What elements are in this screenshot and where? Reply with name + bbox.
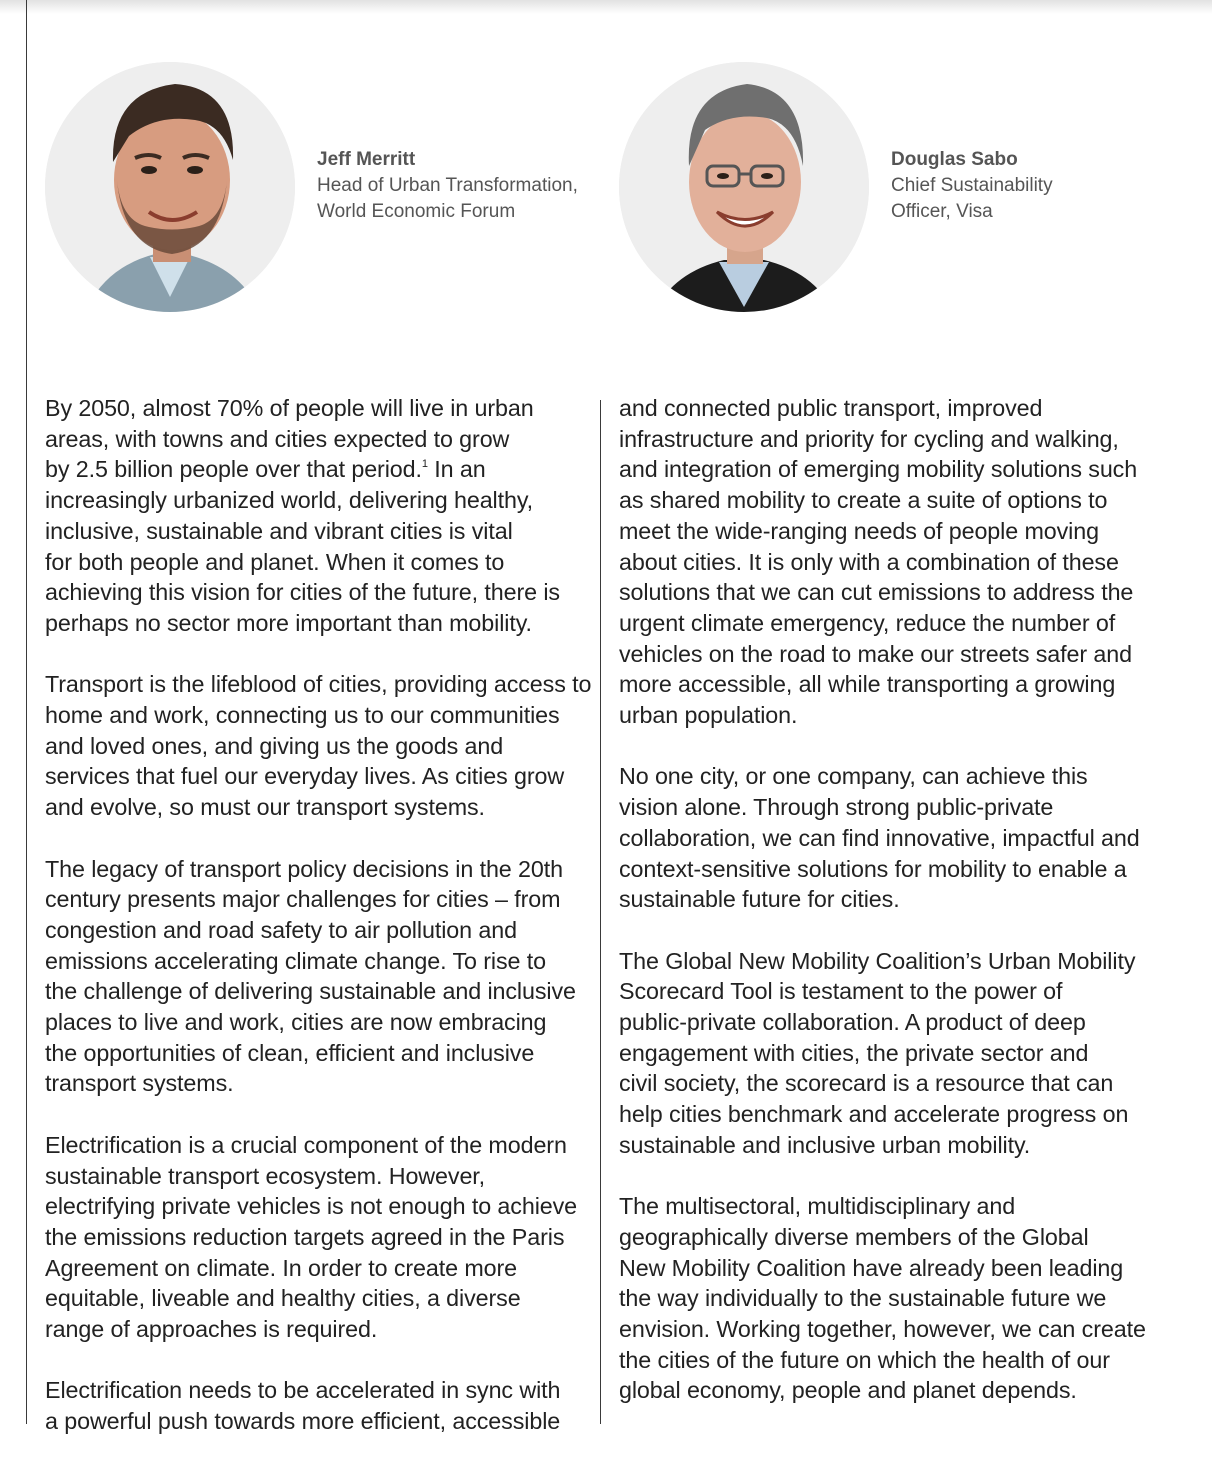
paragraph [619,1191,1164,1406]
text-line: transport systems. [45,1070,234,1097]
text-line: infrastructure and priority for cycling and walking, [619,425,1119,452]
text-line: electrifying private vehicles is not enough to achieve [45,1193,578,1220]
column-divider [600,400,601,1424]
text-line: and loved ones, and giving us the goods and [45,732,504,759]
text-line: services that fuel our everyday lives. As cities grow [45,763,565,790]
author-meta-douglas-sabo [891,147,1053,225]
text-line: help cities benchmark and accelerate progress on [619,1101,1129,1128]
portrait-illustration [45,62,295,312]
text-line [45,454,590,485]
author-photo-douglas-sabo [619,62,869,312]
text-line: Scorecard Tool is testament to the power of [619,978,1063,1005]
paragraph [619,946,1164,1161]
text-line: and connected public transport, improved [619,395,1043,421]
text-line: perhaps no sector more important than mobility. [45,609,532,636]
text-line: civil society, the scorecard is a resource that can [619,1070,1114,1097]
text-line: achieving this vision for cities of the future, there is [45,579,560,606]
text-line: the cities of the future on which the health of our [619,1346,1110,1373]
text-line: range of approaches is required. [45,1316,378,1343]
author-title-line: Head of Urban Transformation, [317,175,578,196]
footnote-ref: 1 [421,458,428,471]
body-column-right [619,393,1164,1437]
paragraph [619,393,1164,731]
text-line: increasingly urbanized world, delivering healthy, [45,487,534,514]
text-line: Electrification needs to be accelerated in sync with [45,1377,561,1404]
text-line: No one city, or one company, can achieve this [619,763,1088,790]
text-line: emissions accelerating climate change. To rise to [45,947,546,974]
author-meta-jeff-merritt [317,147,578,225]
text-line: collaboration, we can find innovative, impactful and [619,824,1140,851]
text-line: areas, with towns and cities expected to grow [45,425,510,452]
text-line: meet the wide-ranging needs of people moving [619,517,1099,544]
text-line: urgent climate emergency, reduce the number of [619,609,1116,636]
text-line: vehicles on the road to make our streets safer and [619,640,1132,667]
text-segment: In an [427,456,486,483]
text-line: the way individually to the sustainable future we [619,1285,1107,1312]
paragraph [45,1130,590,1345]
author-photo-jeff-merritt [45,62,295,312]
text-line: geographically diverse members of the Global [619,1223,1089,1250]
author-card-douglas-sabo [619,62,1179,312]
paragraph [45,854,590,1100]
text-line: places to live and work, cities are now embracing [45,1009,547,1036]
paragraph [45,669,590,823]
text-line: Agreement on climate. In order to create more [45,1254,518,1281]
page-top-shadow [0,0,1212,14]
paragraph [45,1375,590,1436]
text-line: Transport is the lifeblood of cities, providing access to [45,671,592,698]
text-line: and integration of emerging mobility solutions such [619,456,1138,483]
page-left-rule [26,0,27,1424]
text-line: public-private collaboration. A product of deep [619,1009,1086,1036]
text-segment: by 2.5 billion people over that period. [45,456,422,483]
text-line: the emissions reduction targets agreed in the Paris [45,1223,565,1250]
text-line: envision. Working together, however, we can create [619,1316,1146,1343]
text-line: The multisectoral, multidisciplinary and [619,1193,1016,1220]
text-line: urban population. [619,702,798,729]
text-line: about cities. It is only with a combination of these [619,548,1119,575]
text-line: inclusive, sustainable and vibrant cities is vital [45,517,513,544]
text-line: home and work, connecting us to our communities [45,702,560,729]
author-card-jeff-merritt [45,62,605,312]
paragraph [45,393,590,639]
text-line: vision alone. Through strong public-private [619,794,1054,821]
text-line: as shared mobility to create a suite of options to [619,487,1108,514]
author-title-line: Officer, Visa [891,201,993,222]
text-line: global economy, people and planet depends. [619,1377,1077,1404]
text-line: sustainable transport ecosystem. However, [45,1162,486,1189]
text-line: sustainable future for cities. [619,886,900,913]
author-name: Douglas Sabo [891,149,1018,170]
text-line: the challenge of delivering sustainable and inclusive [45,978,576,1005]
text-line: a powerful push towards more efficient, accessible [45,1408,561,1435]
text-line: the opportunities of clean, efficient and inclusive [45,1039,535,1066]
text-line: equitable, liveable and healthy cities, a diverse [45,1285,521,1312]
text-line: and evolve, so must our transport systems. [45,794,485,821]
text-line: The legacy of transport policy decisions in the 20th [45,855,563,882]
author-title-line: World Economic Forum [317,201,516,222]
text-line: for both people and planet. When it comes to [45,548,505,575]
text-line: By 2050, almost 70% of people will live in urban [45,395,534,421]
text-line: New Mobility Coalition have already been leading [619,1254,1124,1281]
text-line: solutions that we can cut emissions to address the [619,579,1134,606]
text-line: The Global New Mobility Coalition’s Urban Mobility [619,947,1136,974]
author-title-line: Chief Sustainability [891,175,1053,196]
text-line: century presents major challenges for cities – from [45,886,561,913]
paragraph [619,761,1164,915]
text-line: engagement with cities, the private sector and [619,1039,1089,1066]
body-column-left [45,393,590,1468]
text-line: Electrification is a crucial component of the modern [45,1131,567,1158]
text-line: more accessible, all while transporting a growing [619,671,1116,698]
text-line: congestion and road safety to air pollution and [45,916,517,943]
text-line: sustainable and inclusive urban mobility. [619,1131,1031,1158]
author-name: Jeff Merritt [317,149,416,170]
text-line: context-sensitive solutions for mobility to enable a [619,855,1127,882]
portrait-illustration [619,62,869,312]
